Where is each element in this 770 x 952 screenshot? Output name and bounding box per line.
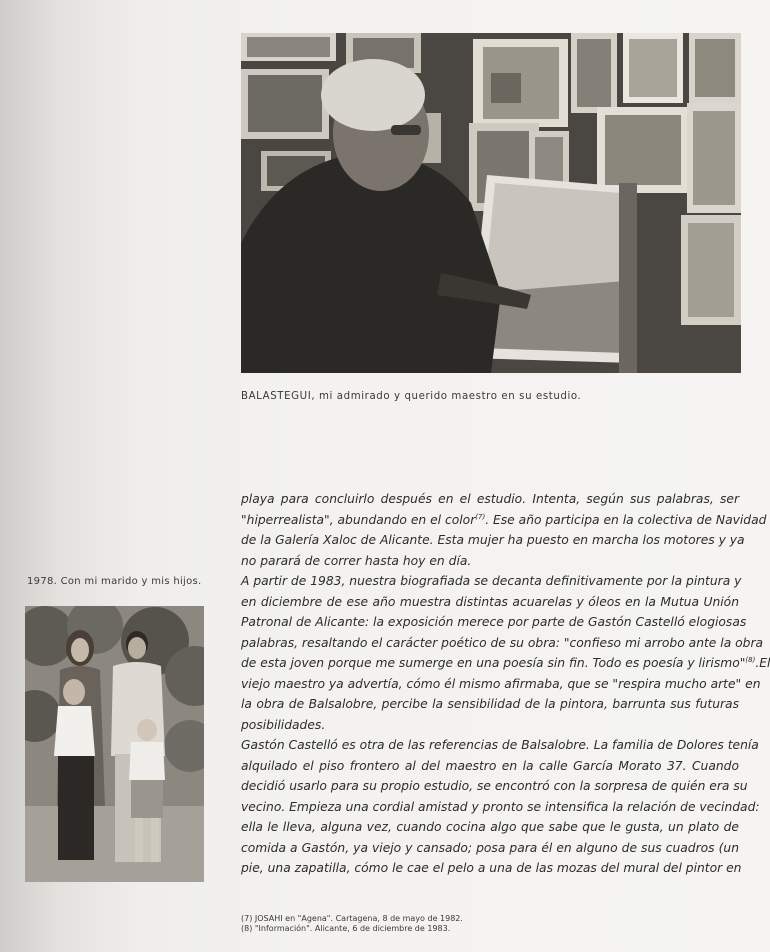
text-line: no parará de correr hasta hoy en día. <box>241 553 472 568</box>
studio-photo-caption: BALASTEGUI, mi admirado y querido maestro en su estudio. <box>241 391 582 402</box>
text-line: posibilidades. <box>241 717 326 732</box>
studio-photo-illustration <box>241 33 741 373</box>
paragraph-2 <box>241 571 770 735</box>
footnote-7: (7) JOSAHI en "Agena". Cartagena, 8 de mayo de 1982. <box>241 914 463 923</box>
footnotes <box>241 914 463 934</box>
footnote-ref-8: (8) <box>745 656 756 664</box>
text-line: A partir de 1983, nuestra biografiada se decanta definitivamente por la pintura y <box>241 574 742 588</box>
text-line <box>241 510 767 531</box>
footnote-ref-7: (7) <box>475 512 486 521</box>
text-line: playa para concluirlo después en el estudio. Intenta, según sus palabras, ser <box>241 492 739 506</box>
text-line-part: .El <box>755 656 770 670</box>
text-line: comida a Gastón, ya viejo y cansado; posa para él en alguno de sus cuadros (un <box>241 840 739 855</box>
text-line: vecino. Empieza una cordial amistad y pronto se intensifica la relación de vecindad: <box>241 799 760 814</box>
text-line-part: . Ese año participa en la colectiva de Navidad <box>485 512 767 527</box>
text-line: ella le lleva, alguna vez, cuando cocina algo que sabe que le gusta, un plato de <box>241 820 739 834</box>
text-line: de la Galería Xaloc de Alicante. Esta mujer ha puesto en marcha los motores y ya <box>241 533 745 547</box>
text-line: Gastón Castelló es otra de las referencias de Balsalobre. La familia de Dolores tenía <box>241 738 759 752</box>
text-line: pie, una zapatilla, cómo le cae el pelo a una de las mozas del mural del pintor en <box>241 861 742 875</box>
family-photo-illustration <box>25 606 204 882</box>
text-line <box>241 653 770 674</box>
text-line: palabras, resaltando el carácter poético de su obra: "confieso mi arrobo ante la obra <box>241 635 764 650</box>
body-text <box>241 489 770 879</box>
footnote-8: (8) "Información". Alicante, 6 de diciembre de 1983. <box>241 924 451 933</box>
studio-photo <box>241 33 741 373</box>
text-line: en diciembre de ese año muestra distintas acuarelas y óleos en la Mutua Unión <box>241 594 739 609</box>
paragraph-1 <box>241 489 767 571</box>
text-line: alquilado el piso frontero al del maestro en la calle García Morato 37. Cuando <box>241 758 739 773</box>
text-line: viejo maestro ya advertía, cómo él mismo afirmaba, que se "respira mucho arte" en <box>241 676 761 691</box>
text-line: decidió usarlo para su propio estudio, se encontró con la sorpresa de quién era su <box>241 779 748 793</box>
text-line-part: "hiperrealista", abundando en el color <box>241 512 476 527</box>
text-line-part: de esta joven porque me sumerge en una poesía sin fin. Todo es poesía y lirismo" <box>241 656 746 670</box>
family-photo <box>25 606 204 882</box>
paragraph-3 <box>241 735 760 879</box>
text-line: Patronal de Alicante: la exposición merece por parte de Gastón Castelló elogiosas <box>241 615 747 629</box>
family-photo-caption: 1978. Con mi marido y mis hijos. <box>27 576 202 587</box>
figure-older-boy <box>54 679 95 860</box>
text-line: la obra de Balsalobre, percibe la sensibilidad de la pintora, barrunta sus futuras <box>241 697 739 711</box>
